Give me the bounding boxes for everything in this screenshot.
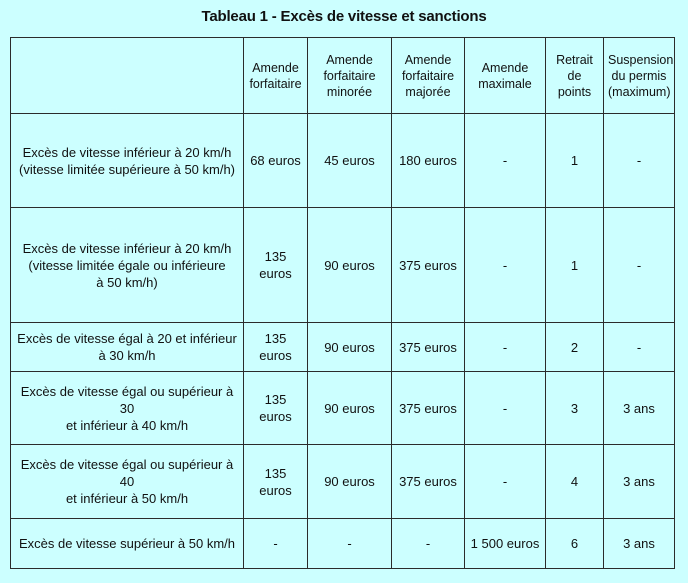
cell-amende-majoree: 375 euros — [392, 208, 465, 323]
cell-amende-maximale: - — [465, 208, 546, 323]
cell-suspension: 3 ans — [604, 372, 675, 445]
cell-retrait-points: 4 — [546, 445, 604, 519]
cell-retrait-points: 1 — [546, 208, 604, 323]
cell-amende-majoree: 375 euros — [392, 323, 465, 372]
cell-suspension: - — [604, 323, 675, 372]
row-label: Excès de vitesse égal à 20 et inférieur à 30 km/h — [11, 323, 244, 372]
table-row — [11, 445, 675, 519]
cell-amende-maximale: - — [465, 323, 546, 372]
header-retrait-points: Retrait de points — [546, 38, 604, 114]
cell-amende-majoree: - — [392, 519, 465, 569]
cell-suspension: 3 ans — [604, 519, 675, 569]
table-row — [11, 114, 675, 208]
cell-amende-maximale: - — [465, 372, 546, 445]
header-cell-empty — [11, 38, 244, 114]
cell-suspension: - — [604, 114, 675, 208]
header-amende-minoree: Amende forfaitaire minorée — [308, 38, 392, 114]
cell-amende-majoree: 375 euros — [392, 372, 465, 445]
row-label: Excès de vitesse inférieur à 20 km/h (vitesse limitée supérieure à 50 km/h) — [11, 114, 244, 208]
header-amende-maximale: Amende maximale — [465, 38, 546, 114]
header-amende-forfaitaire: Amende forfaitaire — [244, 38, 308, 114]
cell-amende-forfaitaire: - — [244, 519, 308, 569]
cell-amende-minoree: 90 euros — [308, 445, 392, 519]
table-row — [11, 208, 675, 323]
cell-retrait-points: 1 — [546, 114, 604, 208]
row-label: Excès de vitesse égal ou supérieur à 30 et inférieur à 40 km/h — [11, 372, 244, 445]
cell-amende-forfaitaire: 68 euros — [244, 114, 308, 208]
cell-amende-minoree: 45 euros — [308, 114, 392, 208]
header-suspension-permis: Suspension du permis (maximum) — [604, 38, 675, 114]
cell-suspension: - — [604, 208, 675, 323]
header-amende-majoree: Amende forfaitaire majorée — [392, 38, 465, 114]
cell-amende-minoree: 90 euros — [308, 208, 392, 323]
cell-amende-forfaitaire: 135 euros — [244, 445, 308, 519]
table-row — [11, 519, 675, 569]
row-label: Excès de vitesse égal ou supérieur à 40 et inférieur à 50 km/h — [11, 445, 244, 519]
cell-amende-maximale: 1 500 euros — [465, 519, 546, 569]
sanctions-table — [10, 37, 675, 569]
table-row — [11, 372, 675, 445]
cell-amende-maximale: - — [465, 445, 546, 519]
table-title: Tableau 1 - Excès de vitesse et sanctions — [201, 8, 487, 25]
cell-amende-minoree: 90 euros — [308, 323, 392, 372]
cell-amende-majoree: 375 euros — [392, 445, 465, 519]
cell-suspension: 3 ans — [604, 445, 675, 519]
cell-amende-forfaitaire: 135 euros — [244, 208, 308, 323]
cell-amende-minoree: 90 euros — [308, 372, 392, 445]
cell-amende-maximale: - — [465, 114, 546, 208]
row-label: Excès de vitesse supérieur à 50 km/h — [11, 519, 244, 569]
row-label: Excès de vitesse inférieur à 20 km/h (vitesse limitée égale ou inférieure à 50 km/h) — [11, 208, 244, 323]
cell-amende-minoree: - — [308, 519, 392, 569]
cell-amende-majoree: 180 euros — [392, 114, 465, 208]
cell-amende-forfaitaire: 135 euros — [244, 372, 308, 445]
cell-amende-forfaitaire: 135 euros — [244, 323, 308, 372]
header-row — [11, 38, 675, 114]
table-row — [11, 323, 675, 372]
cell-retrait-points: 6 — [546, 519, 604, 569]
cell-retrait-points: 3 — [546, 372, 604, 445]
cell-retrait-points: 2 — [546, 323, 604, 372]
